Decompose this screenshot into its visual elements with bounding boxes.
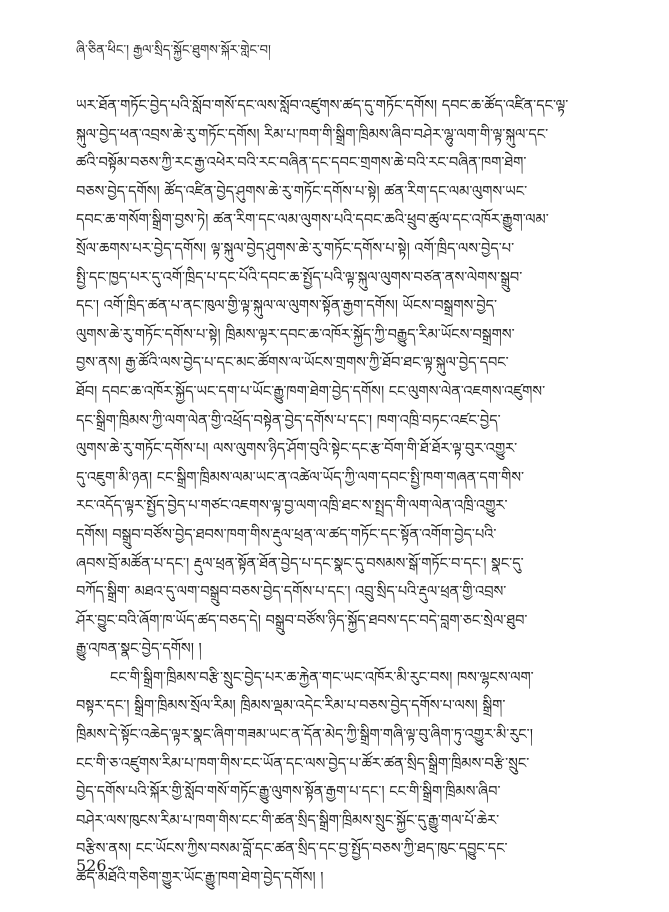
text-line: བྱེད་དགོས་པའི་སྐོར་གྱི་སློབ་གསོ་གཏོང་རྒྱུ་ལུགས་སྟོན་རྒྱག་པ་དང་། ངང་གི་སྒྲིག་ཁྲིམས་ཞིབ་ — [76, 784, 501, 801]
text-line: དུ་འཇུག་མི་ཉན། ངང་སྒྲིག་ཁྲིམས་ལམ་ཡང་ན་འཚེལ་ཡོད་ཀྱི་ལག་དབང་སྤྱི་ཁག་གཞན་དག་གིས་ — [76, 469, 525, 486]
page-number: 526 — [76, 856, 107, 875]
text-line: དབང་ཆ་གསོག་སྒྲིག་བྱས་ཏེ། ཚན་རིག་དང་ལམ་ལུགས་པའི་དབང་ཆའི་ཕྲུབ་ཚུལ་དང་འཁོར་རྒྱུག་ལམ་ — [76, 212, 549, 229]
text-line: ཤོར་བྱུང་བའི་ཞོག་ཁ་ཡོད་ཚད་བཅད་དེ། བསྒྲུབ་བཙོས་ཉིད་སྐྱོད་ཐབས་དང་བདེ་བླག་ཅང་སྲེལ་ཐུབ་ — [76, 612, 528, 629]
text-line: སྤྱི་དང་ཁྱད་པར་དུ་འགོ་ཁྲིད་པ་དང་པོའི་དབང་ཆ་སྤྱོད་པའི་ལྟ་སྐུལ་ལུགས་བཙན་ནས་ལེགས་སྒྲུབ་ — [76, 269, 523, 286]
text-line: སྲོལ་ཆགས་པར་བྱེད་དགོས། ལྟ་སྐུལ་བྱེད་ཤུགས་ཆེ་རུ་གཏོང་དགོས་པ་སྟེ། འགོ་ཁྲིད་ལས་བྱེད་པ་ — [76, 240, 515, 257]
text-line: དང་སྒྲིག་ཁྲིམས་ཀྱི་ལག་ལེན་གྱི་འཕྲོད་བསྟེན་བྱེད་དགོས་པ་དང་། ཁག་འཁྲི་བཏང་འཛང་བྱེད་ — [76, 412, 501, 429]
text-line: ཞབས་བྲོ་མཚོན་པ་དང་། རྡུལ་ཕྲན་སྟོན་ཐོན་བྱེད་པ་དང་སྣང་དུ་བསམས་སྒོ་གཏོང་བ་དང་། སྣང་དུ་ — [76, 555, 524, 572]
text-line: ཐོབ། དབང་ཆ་འཁོར་སྐྱོད་ཡང་དག་པ་ཡོང་རྒྱུ་ཁག་ཐེག་བྱེད་དགོས། ངང་ལུགས་ལེན་འཇགས་འཛུགས་ — [76, 383, 546, 400]
text-line: ཚད་མཐོའི་གཅིག་གྱུར་ཡོང་རྒྱུ་ཁག་ཐེག་བྱེད་དགོས། ། — [76, 870, 324, 887]
text-line: དང་། འགོ་ཁྲིད་ཚན་པ་ནང་ཁུལ་གྱི་ལྟ་སྐུལ་ལ་ལུགས་སྟོན་རྒྱག་དགོས། ཡོངས་བསྒྲགས་བྱེད་ — [76, 298, 498, 315]
paragraph — [76, 664, 600, 893]
text-line: ཡར་ཐོན་གཏོང་བྱེད་པའི་སློབ་གསོ་དང་ལས་སློབ་འཛུགས་ཚད་དུ་གཏོང་དགོས། དབང་ཆ་ཚོད་འཛིན་དང་ལྟ་ — [76, 98, 569, 114]
paragraph — [76, 92, 600, 664]
text-line: ཁྲིམས་དེ་སྟོང་འཆེད་ལྟར་སྣང་ཞིག་གཟམ་ཡང་ན་དོན་མེད་ཀྱི་སྒྲིག་གཞི་ལྟ་བུ་ཞིག་ཏུ་འགྱུར་མི་རུང་། — [76, 727, 533, 744]
text-line: བཤེར་ལས་ཁུངས་རིམ་པ་ཁག་གིས་ངང་གི་ཚན་སྲིད་སྒྲིག་ཁྲིམས་སྲུང་སྐྱོང་དུ་རྒྱུ་གལ་པོ་ཆེར་ — [76, 812, 500, 829]
text-line: ལུགས་ཆེ་རུ་གཏོང་དགོས་པ། ལས་ལུགས་ཉིད་ཤོག་བུའི་སྟེང་དང་རྩ་བོག་གི་ཐོ་ཐོར་ལྟ་བུར་འགྱུར་ — [76, 441, 518, 458]
text-line: བཅས་བྱེད་དགོས། ཚོད་འཛིན་བྱེད་ཤུགས་ཆེ་རུ་གཏོང་དགོས་པ་སྟེ། ཚན་རིག་དང་ལམ་ལུགས་ཡང་ — [76, 183, 528, 200]
text-line: རྒྱུ་འཁན་སྣང་བྱེད་དགོས། ། — [76, 641, 202, 658]
text-line: ཚའི་བསྟོམ་བཅས་ཀྱི་རང་རྒྱ་འཕེར་བའི་རང་བཞིན་དང་དབང་གྲགས་ཆེ་བའི་རང་བཞིན་ཁག་ཐེག་ — [76, 155, 527, 172]
text-line: བཀོད་སྒྲིག་ མཐའ་དུ་ལག་བསྒྲུབ་བཅས་བྱེད་དགོས་པ་དང་། འབྲུ་སྲིད་པའི་རྡུལ་ཕྲན་གྱི་འབྲས་ — [76, 584, 507, 601]
text-line: སྐུལ་བྱེད་ཕན་འབྲས་ཆེ་རུ་གཏོང་དགོས། རིམ་པ་ཁག་གི་སྒྲིག་ཁྲིམས་ཞིབ་བཤེར་ལྷུ་ལག་གི་ལྟ་སྐུལ་དང་ — [76, 126, 549, 143]
text-line: བྱས་ནས། རྒྱ་ཚོའི་ལས་བྱེད་པ་དང་མང་ཚོགས་ལ་ཡོངས་གྲགས་ཀྱི་ཐོབ་ཐང་ལྟ་སྐུལ་བྱེད་དབང་ — [76, 355, 509, 372]
text-line: བརྩིས་ནས། ངང་ཡོངས་ཀྱིས་བསམ་བློ་དང་ཚན་སྲིད་དང་བྱ་སྤྱོད་བཅས་ཀྱི་ཐད་ཁུང་དབྱུང་དང་ — [76, 841, 508, 858]
text-line: བསྟར་དང་། སྒྲིག་ཁྲིམས་སྲོལ་རིམ། ཁྲིམས་ལྡམ་འདེང་རིམ་པ་བཅས་བྱེད་དགོས་པ་ལས། སྒྲིག་ — [76, 698, 506, 715]
running-head: ཞི་ཅིན་ཕིང་། རྒྱལ་སྲིད་སྐྱོང་ཐུགས་སྐོར་གླེང་བ། — [76, 43, 271, 58]
text-line: དགོས། བསྒྲུབ་བཙོས་བྱེད་ཐབས་ཁག་གིས་རྡུལ་ཕྲན་ལ་ཚད་གཏོང་དང་སྟོན་འགོག་བྱེད་པའི་ — [76, 526, 497, 543]
text-line: ལུགས་ཆེ་རུ་གཏོང་དགོས་པ་སྟེ། ཁྲིམས་ལྟར་དབང་ཆ་འཁོར་སྐྱོད་ཀྱི་བརྒྱུད་རིམ་ཡོངས་བསྒྲགས་ — [76, 326, 515, 343]
text-line: ངང་གི་སྒྲིག་ཁྲིམས་བརྩི་སྲུང་བྱེད་པར་ཆ་རྐྱེན་གང་ཡང་འཁོར་མི་རུང་བས། ཁས་ལྷངས་ལག་ — [110, 669, 534, 686]
text-line: ངང་གི་ཅ་འཛུགས་རིམ་པ་ཁག་གིས་ངང་ཡོན་དང་ལས་བྱེད་པ་ཚོར་ཚན་སྲིད་སྒྲིག་ཁྲིམས་བརྩི་སྲུང་ — [76, 755, 530, 772]
text-line: རང་འདོད་ལྟར་སྤྱོད་བྱེད་པ་གཙང་འཇགས་ལྟ་བྱ་ལག་འཁྲི་ཐང་ས་སྤྲད་གི་ལག་ལེན་འཁྲི་འགྱུར་ — [76, 498, 508, 515]
